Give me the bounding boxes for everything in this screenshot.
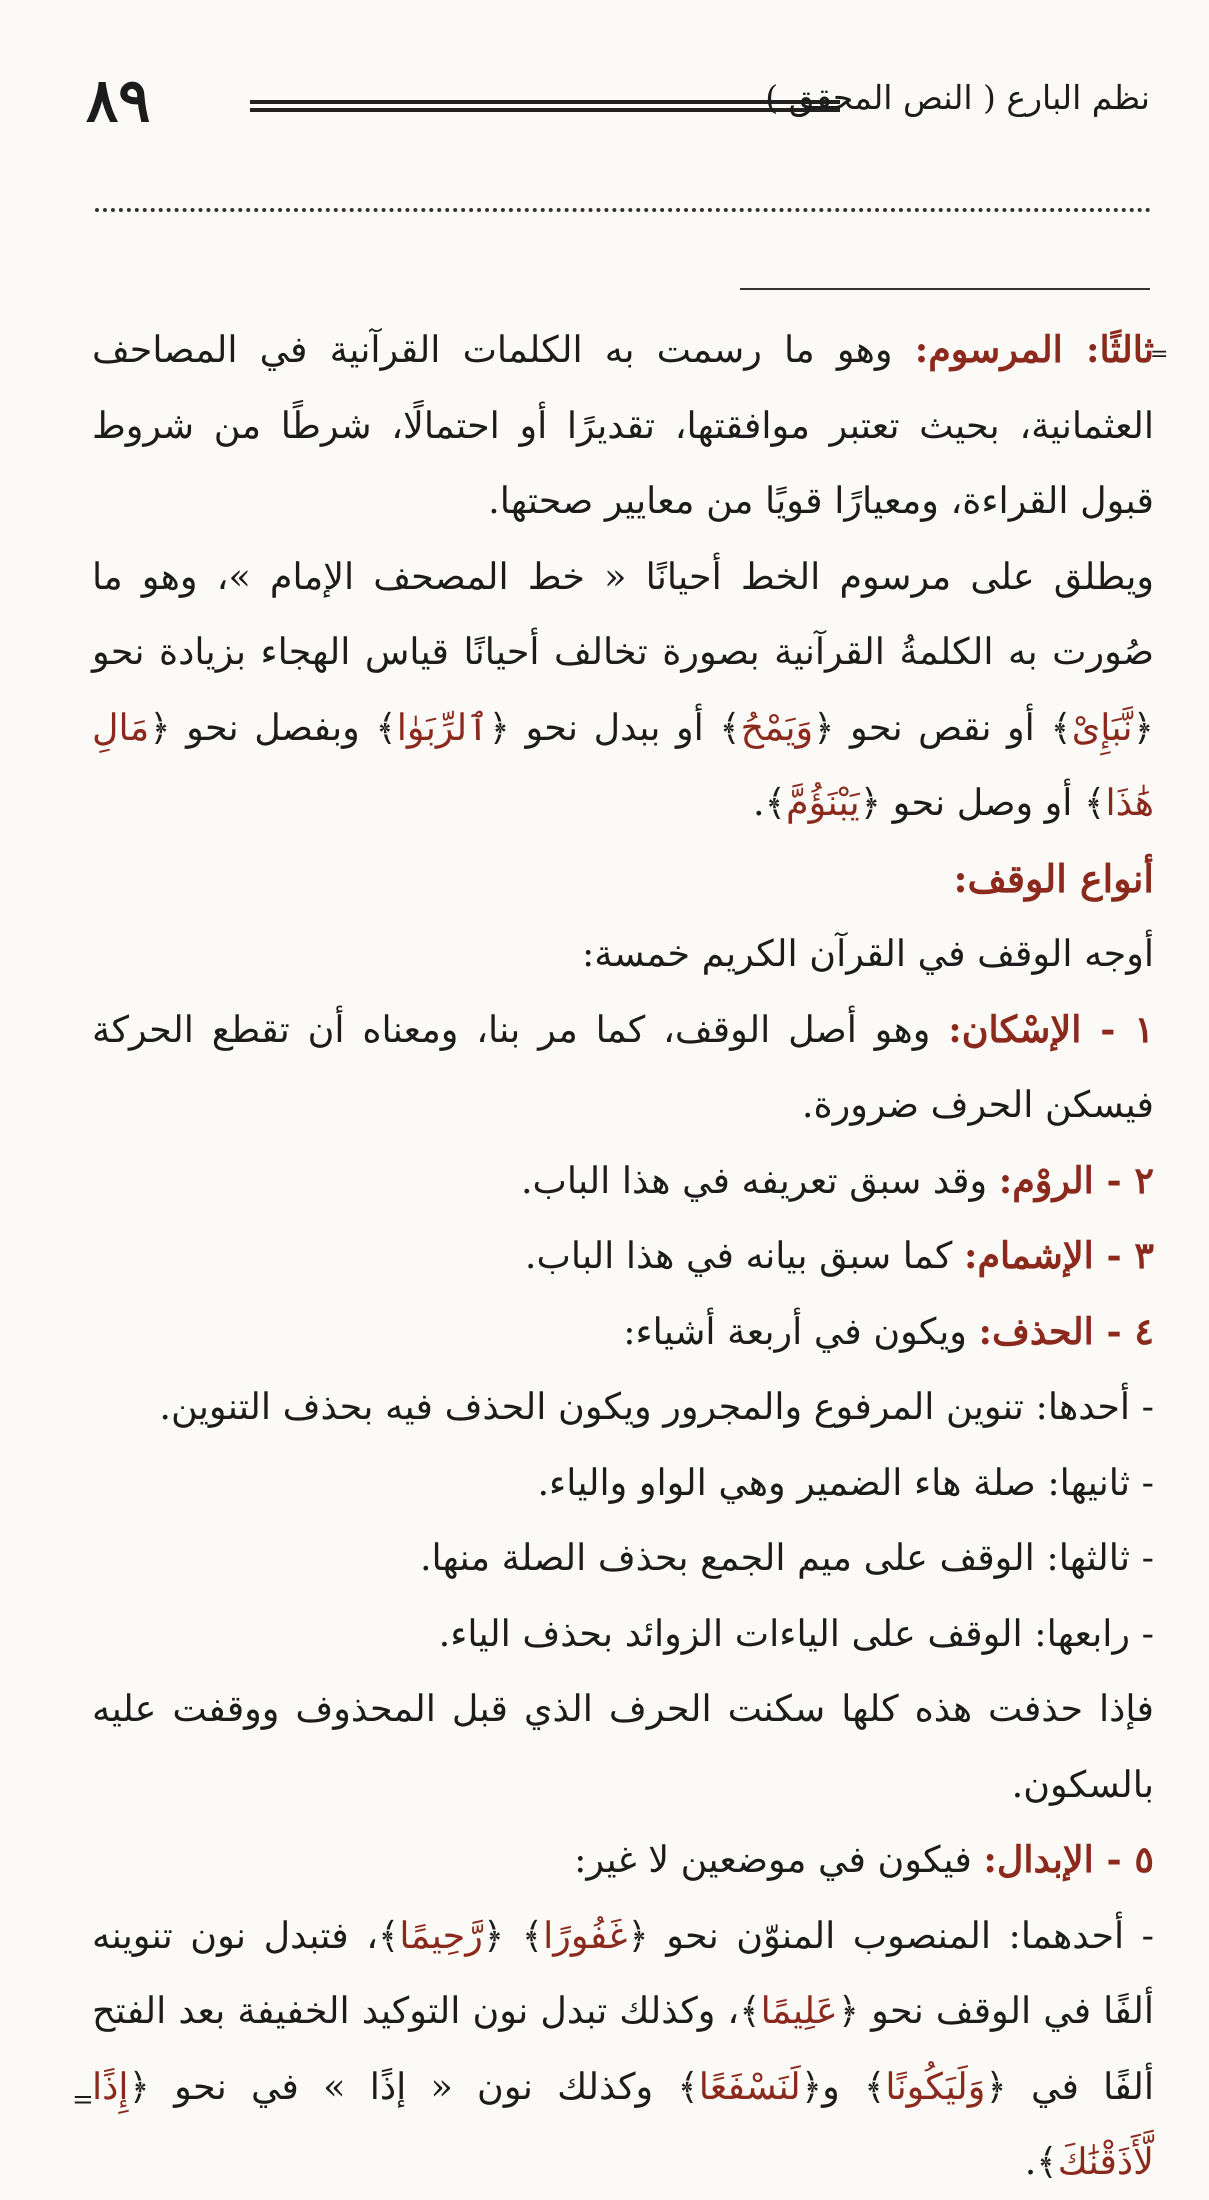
dotted-separator [95,208,1151,212]
quran-word: وَلَيَكُونًا [885,2064,986,2108]
text-run: ﴾. [752,781,786,824]
text-run: - أحدهما: المنصوب المنوّن نحو ﴿ [627,1913,1154,1957]
text-run: ﴾ ﴿ [482,1913,544,1957]
item-hadhf [92,1294,1154,1370]
text-run: ﴾ و﴿ [800,2064,886,2108]
item-text: كما سبق بيانه في هذا الباب. [524,1234,964,1277]
quran-word: ٱلرِّبَوٰا [396,705,489,749]
item-label: ٥ - الإبدال: [983,1838,1154,1881]
text-run: ﴾، فتبدل نون تنوينه ألفًا في الوقف نحو ﴿ [92,1913,1154,2032]
paragraph-rasm-examples [92,539,1154,841]
quran-word: غَفُورًا [543,1913,628,1957]
quran-word: يَبْنَؤُمَّ [785,781,860,824]
paragraph-marsum [92,312,1154,539]
item-ibdal [92,1822,1154,1898]
text-run: ويطلق على مرسوم الخط أحيانًا « خط المصحف الإمام »، وهو ما صُورت به الكلمةُ القرآنية بصورة تخالف أحيانًا قياس الهجاء بزيادة نحو ﴿ [92,554,1154,749]
item-text: وقد سبق تعريفه في هذا الباب. [520,1158,999,1202]
quran-word: إِذًا لَّأَذَقْنَٰكَ [92,2064,1154,2183]
page-header [80,66,1150,140]
quran-word: مَالِ هَٰذَا [92,705,1154,824]
sub-item-2: - ثانيها: صلة هاء الضمير وهي الواو والياء. [537,1460,1154,1504]
text-run: ﴾. [1024,2140,1058,2183]
item-label: ٣ - الإشمام: [963,1234,1154,1277]
quran-word: رَّحِيمًا [399,1913,483,1957]
quran-word: لَنَسْفَعًا [698,2064,801,2108]
item-text: وهو أصل الوقف، كما مر بنا، ومعناه أن تقطع الحركة فيسكن الحرف ضرورة. [92,1007,1154,1126]
text-run: ﴾، وكذلك تبدل نون التوكيد الخفيفة بعد الفتح ألفًا في ﴿ [92,1989,1154,2108]
intro-line: أوجه الوقف في القرآن الكريم خمسة: [581,932,1154,975]
text-run: ﴾ وبفصل نحو ﴿ [149,705,397,749]
quran-word: وَيَمْحُ [740,705,814,749]
item-text: ويكون في أربعة أشياء: [623,1309,979,1353]
running-title: نظم البارع ( النص المحقق ) [765,78,1150,117]
paragraph-text: وهو ما رسمت به الكلمات القرآنية في المصاحف العثمانية، بحيث تعتبر موافقتها، تقديرًا أو احتمالًا، شرطًا من شروط قبول القراءة، ومعيارًا قويًا من معايير صحتها. [92,328,1154,522]
item-text: فيكون في موضعين لا غير: [574,1838,984,1881]
item-ishmam [92,1218,1154,1294]
sub-item-3: - ثالثها: الوقف على ميم الجمع بحذف الصلة منها. [419,1536,1154,1579]
paragraph-ibdal-examples [92,1898,1154,2200]
paragraph-sukun: فإذا حذفت هذه كلها سكنت الحرف الذي قبل المحذوف ووقفت عليه بالسكون. [92,1687,1154,1806]
quran-word: نَّبَإِىْ [1071,705,1133,749]
header-double-rule [250,100,840,112]
main-text [92,312,1154,2200]
item-label: ١ - الإسْكان: [948,1007,1154,1051]
item-label: ٢ - الروْم: [998,1158,1154,1202]
term-label: ثالثًا: المرسوم: [914,328,1155,371]
sub-item-1: - أحدها: تنوين المرفوع والمجرور ويكون الحذف فيه بحذف التنوين. [159,1385,1154,1428]
item-label: ٤ - الحذف: [978,1309,1154,1353]
section-heading: أنواع الوقف: [953,855,1154,901]
continuation-mark-bottom: = [72,2085,94,2115]
item-iskan [92,992,1154,1143]
text-run: ﴾ أو وصل نحو ﴿ [859,781,1106,824]
quran-word: عَلِيمًا [760,1989,838,2032]
continuation-mark-top: = [1150,342,1169,367]
text-run: ﴾ وكذلك نون « إذًا » في نحو ﴿ [128,2064,699,2108]
item-rawm [92,1143,1154,1219]
text-run: ﴾ أو نقص نحو ﴿ [813,705,1072,749]
text-run: ﴾ أو ببدل نحو ﴿ [488,705,741,749]
sub-item-4: - رابعها: الوقف على الياءات الزوائد بحذف الياء. [438,1611,1154,1655]
page-number: ٨٩ [86,66,151,136]
footnote-rule [740,288,1150,290]
